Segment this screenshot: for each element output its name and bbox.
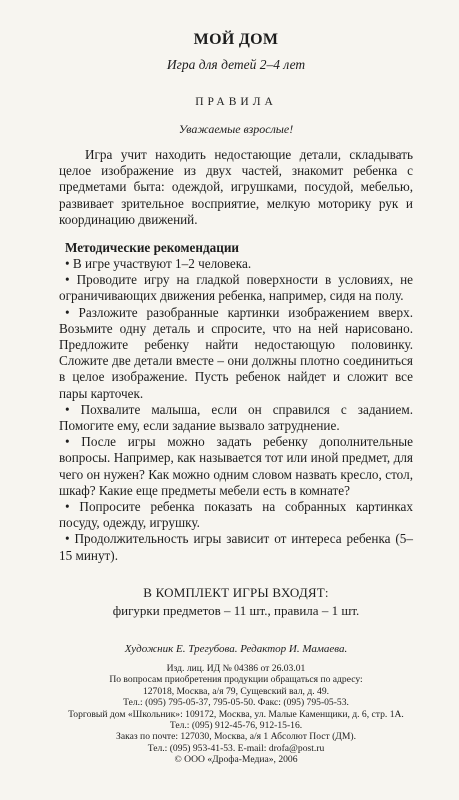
imprint-line: © ООО «Дрофа-Медиа», 2006 [174,754,298,766]
kit-contents: фигурки предметов – 11 шт., правила – 1 шт. [112,602,360,618]
credits-line: Художник Е. Трегубова. Редактор И. Мамаева. [124,642,348,655]
intro-paragraph: Игра учит находить недостающие детали, складывать целое изображение из двух частей, знакомит ребенка с предметами быта: одеждой, игрушками, посудой, мебелью, развивает зрительное восприятие, мелкую моторику рук и координацию движений. [59,147,413,227]
bullet-item: • После игры можно задать ребенку дополнительные вопросы. Например, как называется тот или иной предмет, для чего он нужен? Как можно одним словом назвать кресло, стол, шкаф? Какие еще предметы мебели есть в комнате? [59,434,413,498]
bullet-item: • Проводите игру на гладкой поверхности в условиях, не ограничивающих движения ребенка, например, сидя на полу. [59,272,413,304]
imprint-line: Изд. лиц. ИД № 04386 от 26.03.01 [166,662,306,674]
imprint-line: 127018, Москва, а/я 79, Сущевский вал, д. 49. [142,685,330,697]
kit-heading: В КОМПЛЕКТ ИГРЫ ВХОДЯТ: [143,584,329,600]
bullet-list [59,256,413,564]
game-subtitle: Игра для детей 2–4 лет [166,57,306,72]
bullet-item: • В игре участвуют 1–2 человека. [65,256,252,272]
bullet-item: • Разложите разобранные картинки изображением вверх. Возьмите одну деталь и спросите, что на ней нарисовано. Предложите ребенку найти недостающую половинку. Сложите две детали вместе – они должны плотно соединиться в целое изображение. Пусть ребенок найдет и сложит все пары карточек. [59,304,413,401]
game-title: МОЙ ДОМ [193,31,279,48]
publisher-imprint [59,663,413,766]
bullet-item: • Попросите ребенка показать на собранных картинках посуду, одежду, игрушку. [59,499,413,531]
imprint-line: По вопросам приобретения продукции обращаться по адресу: [109,674,363,686]
imprint-line: Тел.: (095) 795-05-37, 795-05-50. Факс: (095) 795-05-53. [123,697,349,709]
greeting: Уважаемые взрослые! [178,122,294,136]
imprint-line: Тел.: (095) 912-45-76, 912-15-16. [169,719,303,731]
imprint-line: Заказ по почте: 127030, Москва, а/я 1 Абсолют Пост (ДМ). [116,731,356,743]
rules-heading: ПРАВИЛА [195,96,277,108]
imprint-line: Торговый дом «Школьник»: 109172, Москва, ул. Малые Каменщики, д. 6, стр. 1А. [68,708,404,720]
methods-heading: Методические рекомендации [65,240,240,256]
bullet-item: • Продолжительность игры зависит от интереса ребенка (5–15 минут). [59,531,413,563]
imprint-line: Тел.: (095) 953-41-53. E-mail: drofa@post.ru [147,742,325,754]
bullet-item: • Похвалите малыша, если он справился с заданием. Помогите ему, если задание вызвало затруднение. [59,401,413,434]
